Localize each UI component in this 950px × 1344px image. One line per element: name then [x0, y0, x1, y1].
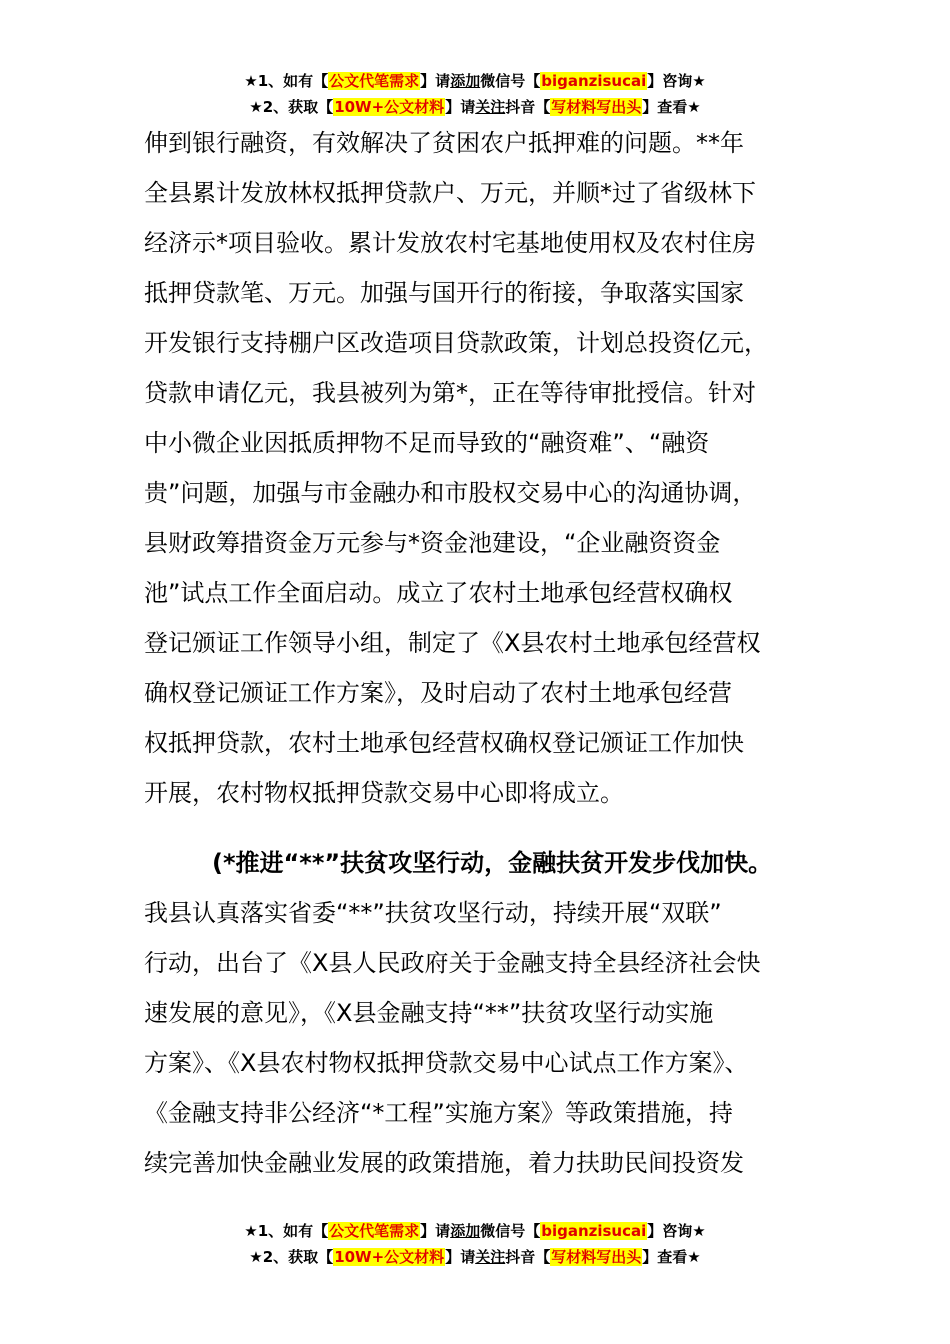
- highlight-service: 公文代笔需求: [329, 72, 420, 90]
- footer-banner: [0, 1218, 950, 1270]
- underlined-text: 添加: [450, 72, 481, 90]
- highlight-materials: 10W+公文材料: [334, 1248, 445, 1266]
- text-line: 确权登记颁证工作方案》，及时启动了农村土地承包经营: [144, 679, 732, 707]
- text-line: 贷款申请亿元，我县被列为第*，正在等待审批授信。针对: [144, 379, 756, 407]
- underlined-text: 关注: [475, 1248, 506, 1266]
- banner-line-1: [0, 1218, 950, 1244]
- text-line: 续完善加快金融业发展的政策措施，着力扶助民间投资发: [144, 1149, 744, 1177]
- banner-line-1: [0, 68, 950, 94]
- banner-line-2: [0, 94, 950, 120]
- banner-text: ★2、获取【: [249, 1248, 334, 1266]
- text-line: 方案》、《X县农村物权抵押贷款交易中心试点工作方案》、: [144, 1049, 749, 1077]
- highlight-wechat-id: biganzisucai: [541, 72, 647, 90]
- banner-text: 】请: [420, 1222, 451, 1240]
- text-line: 伸到银行融资，有效解决了贫困农户抵押难的问题。**年: [144, 129, 744, 157]
- text-line: 贵”问题，加强与市金融办和市股权交易中心的沟通协调，: [144, 479, 757, 507]
- banner-text: 】请: [420, 72, 451, 90]
- text-line: 开展，农村物权抵押贷款交易中心即将成立。: [144, 779, 624, 807]
- text-line: 中小微企业因抵质押物不足而导致的“融资难”、“融资: [144, 429, 710, 457]
- text-line: 我县认真落实省委“**”扶贫攻坚行动，持续开展“双联”: [144, 899, 722, 927]
- text-line: 开发银行支持棚户区改造项目贷款政策，计划总投资亿元，: [144, 329, 768, 357]
- banner-text: 】咨询★: [647, 72, 706, 90]
- banner-text: 】查看★: [642, 1248, 701, 1266]
- underlined-text: 关注: [475, 98, 506, 116]
- banner-text: 】请: [445, 1248, 476, 1266]
- paragraph-1: [144, 118, 824, 818]
- text-line: 行动，出台了《X县人民政府关于金融支持全县经济社会快: [144, 949, 761, 977]
- banner-text: 】咨询★: [647, 1222, 706, 1240]
- highlight-service: 公文代笔需求: [329, 1222, 420, 1240]
- banner-text: 抖音【: [505, 98, 551, 116]
- text-line: 全县累计发放林权抵押贷款户、万元，并顺*过了省级林下: [144, 179, 756, 207]
- text-line: 《金融支持非公经济“*工程”实施方案》等政策措施，持: [144, 1099, 733, 1127]
- banner-text: ★1、如有【: [244, 72, 329, 90]
- highlight-douyin: 写材料写出头: [551, 98, 642, 116]
- banner-text: 微信号【: [480, 1222, 541, 1240]
- text-line: 池”试点工作全面启动。成立了农村土地承包经营权确权: [144, 579, 733, 607]
- highlight-douyin: 写材料写出头: [551, 1248, 642, 1266]
- underlined-text: 添加: [450, 1222, 481, 1240]
- header-banner: [0, 68, 950, 120]
- section-heading: (*推进“**”扶贫攻坚行动，金融扶贫开发步伐加快。: [212, 849, 773, 877]
- banner-line-2: [0, 1244, 950, 1270]
- text-line: 权抵押贷款，农村土地承包经营权确权登记颁证工作加快: [144, 729, 744, 757]
- banner-text: 抖音【: [505, 1248, 551, 1266]
- banner-text: 微信号【: [480, 72, 541, 90]
- highlight-materials: 10W+公文材料: [334, 98, 445, 116]
- banner-text: ★1、如有【: [244, 1222, 329, 1240]
- highlight-wechat-id: biganzisucai: [541, 1222, 647, 1240]
- text-line: 经济示*项目验收。累计发放农村宅基地使用权及农村住房: [144, 229, 756, 257]
- text-line: 登记颁证工作领导小组，制定了《X县农村土地承包经营权: [144, 629, 761, 657]
- text-line: 县财政筹措资金万元参与*资金池建设，“企业融资资金: [144, 529, 721, 557]
- text-line: 速发展的意见》，《X县金融支持“**”扶贫攻坚行动实施: [144, 999, 714, 1027]
- paragraph-2: [144, 838, 824, 1188]
- banner-text: ★2、获取【: [249, 98, 334, 116]
- banner-text: 】查看★: [642, 98, 701, 116]
- banner-text: 】请: [445, 98, 476, 116]
- text-line: 抵押贷款笔、万元。加强与国开行的衔接，争取落实国家: [144, 279, 744, 307]
